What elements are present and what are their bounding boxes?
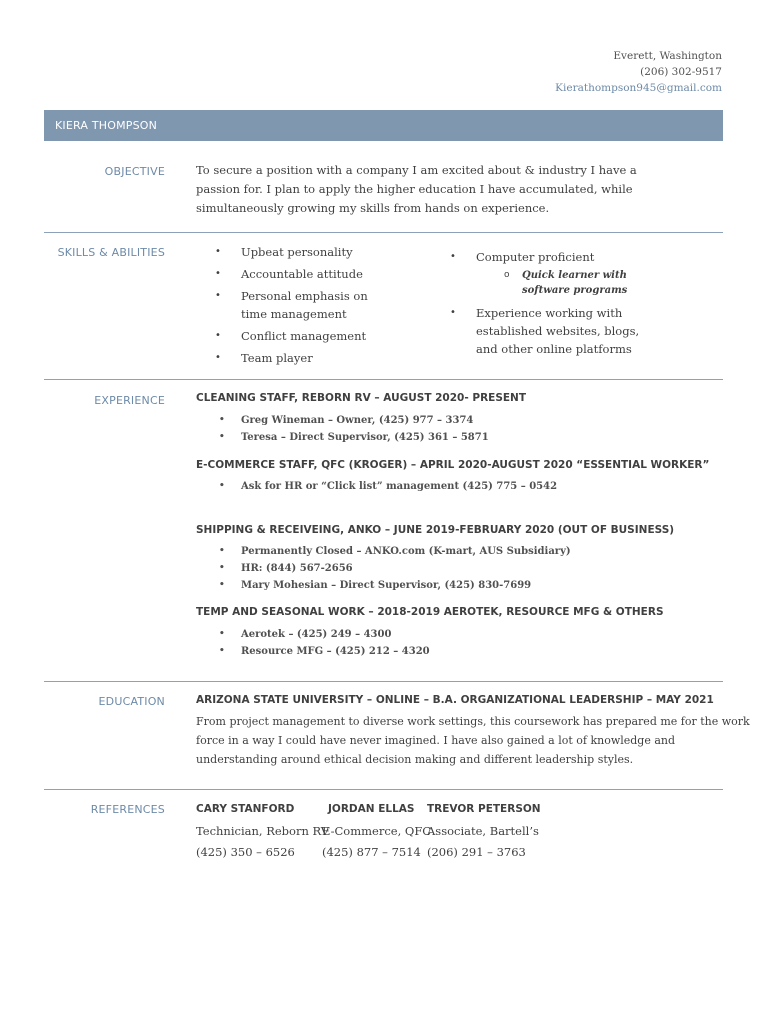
applicant-name: KIERA THOMPSON	[55, 119, 158, 132]
skill-item: • Experience working with established websites, blogs, and other online platforms	[431, 304, 691, 358]
education-title: ARIZONA STATE UNIVERSITY – ONLINE – B.A. ORGANIZATIONAL LEADERSHIP – MAY 2021	[196, 694, 714, 706]
reference-role: Associate, Bartell’s	[427, 824, 539, 838]
education-line: force in a way I could have never imagined. I have also gained a lot of knowledge and	[196, 734, 676, 747]
reference-name: JORDAN ELLAS	[328, 803, 415, 815]
skill-item: • Personal emphasis on time management	[196, 287, 411, 323]
skills-label: SKILLS & ABILITIES	[57, 246, 165, 259]
job-detail-item: • Ask for HR or “Click list” management (425) 775 – 0542	[196, 478, 557, 495]
contact-city: Everett, Washington	[613, 50, 722, 62]
job-detail-item: • Resource MFG – (425) 212 – 4320	[196, 643, 430, 660]
reference-phone: (425) 877 – 7514	[322, 845, 421, 859]
job-detail-item: • Mary Mohesian – Direct Supervisor, (425) 830-7699	[196, 577, 571, 594]
skill-item: • Conflict management	[196, 327, 411, 345]
skill-item-label: Computer proficient	[476, 250, 595, 264]
job-detail-item: • Aerotek – (425) 249 – 4300	[196, 626, 430, 643]
name-banner	[44, 110, 723, 141]
experience-label: EXPERIENCE	[94, 394, 165, 407]
job-details	[196, 478, 557, 495]
reference-entry	[427, 801, 541, 863]
job-detail-item: • Permanently Closed – ANKO.com (K-mart, AUS Subsidiary)	[196, 543, 571, 560]
objective-text	[196, 161, 637, 218]
contact-email[interactable]: Kierathompson945@gmail.com	[555, 82, 722, 94]
skill-sublist	[476, 268, 676, 298]
education-line: understanding around ethical decision making and different leadership styles.	[196, 753, 634, 766]
job-details	[196, 626, 430, 660]
reference-role: E-Commerce, QFC	[322, 824, 432, 838]
skill-item: • Accountable attitude	[196, 265, 411, 283]
job-detail-item: • HR: (844) 567-2656	[196, 560, 571, 577]
job-details	[196, 543, 571, 594]
contact-phone: (206) 302-9517	[640, 66, 722, 78]
skills-list-left	[196, 243, 411, 371]
skills-list-right	[431, 248, 691, 362]
skill-item: • Upbeat personality	[196, 243, 411, 261]
section-divider	[44, 232, 723, 233]
objective-line: simultaneously growing my skills from hands on experience.	[196, 201, 550, 215]
section-divider	[44, 681, 723, 682]
education-label: EDUCATION	[98, 695, 165, 708]
contact-block	[555, 48, 722, 96]
skill-item	[431, 248, 691, 298]
reference-entry	[196, 801, 329, 863]
reference-name: TREVOR PETERSON	[427, 803, 541, 815]
objective-line: To secure a position with a company I am excited about & industry I have a	[196, 163, 637, 177]
objective-line: passion for. I plan to apply the higher education I have accumulated, while	[196, 182, 633, 196]
job-title: SHIPPING & RECEIVEING, ANKO – JUNE 2019-FEBRUARY 2020 (OUT OF BUSINESS)	[196, 524, 675, 536]
references-label: REFERENCES	[90, 803, 165, 816]
section-divider	[44, 379, 723, 380]
section-divider	[44, 789, 723, 790]
job-title: E-COMMERCE STAFF, QFC (KROGER) – APRIL 2020-AUGUST 2020 “ESSENTIAL WORKER”	[196, 459, 710, 471]
reference-phone: (206) 291 – 3763	[427, 845, 526, 859]
job-title: CLEANING STAFF, REBORN RV – AUGUST 2020- PRESENT	[196, 392, 527, 404]
reference-phone: (425) 350 – 6526	[196, 845, 295, 859]
job-detail-item: • Greg Wineman – Owner, (425) 977 – 3374	[196, 412, 489, 429]
education-line: From project management to diverse work settings, this coursework has prepared me for the work	[196, 715, 750, 728]
job-detail-item: • Teresa – Direct Supervisor, (425) 361 – 5871	[196, 429, 489, 446]
skill-item: • Team player	[196, 349, 411, 367]
job-title: TEMP AND SEASONAL WORK – 2018-2019 AEROTEK, RESOURCE MFG & OTHERS	[196, 606, 664, 618]
reference-entry	[322, 801, 431, 863]
objective-label: OBJECTIVE	[104, 165, 165, 178]
skill-subitem: o Quick learner with software programs	[476, 268, 676, 298]
reference-role: Technician, Reborn RV	[196, 824, 330, 838]
job-details	[196, 412, 489, 446]
reference-name: CARY STANFORD	[196, 803, 295, 815]
education-text	[196, 712, 750, 769]
